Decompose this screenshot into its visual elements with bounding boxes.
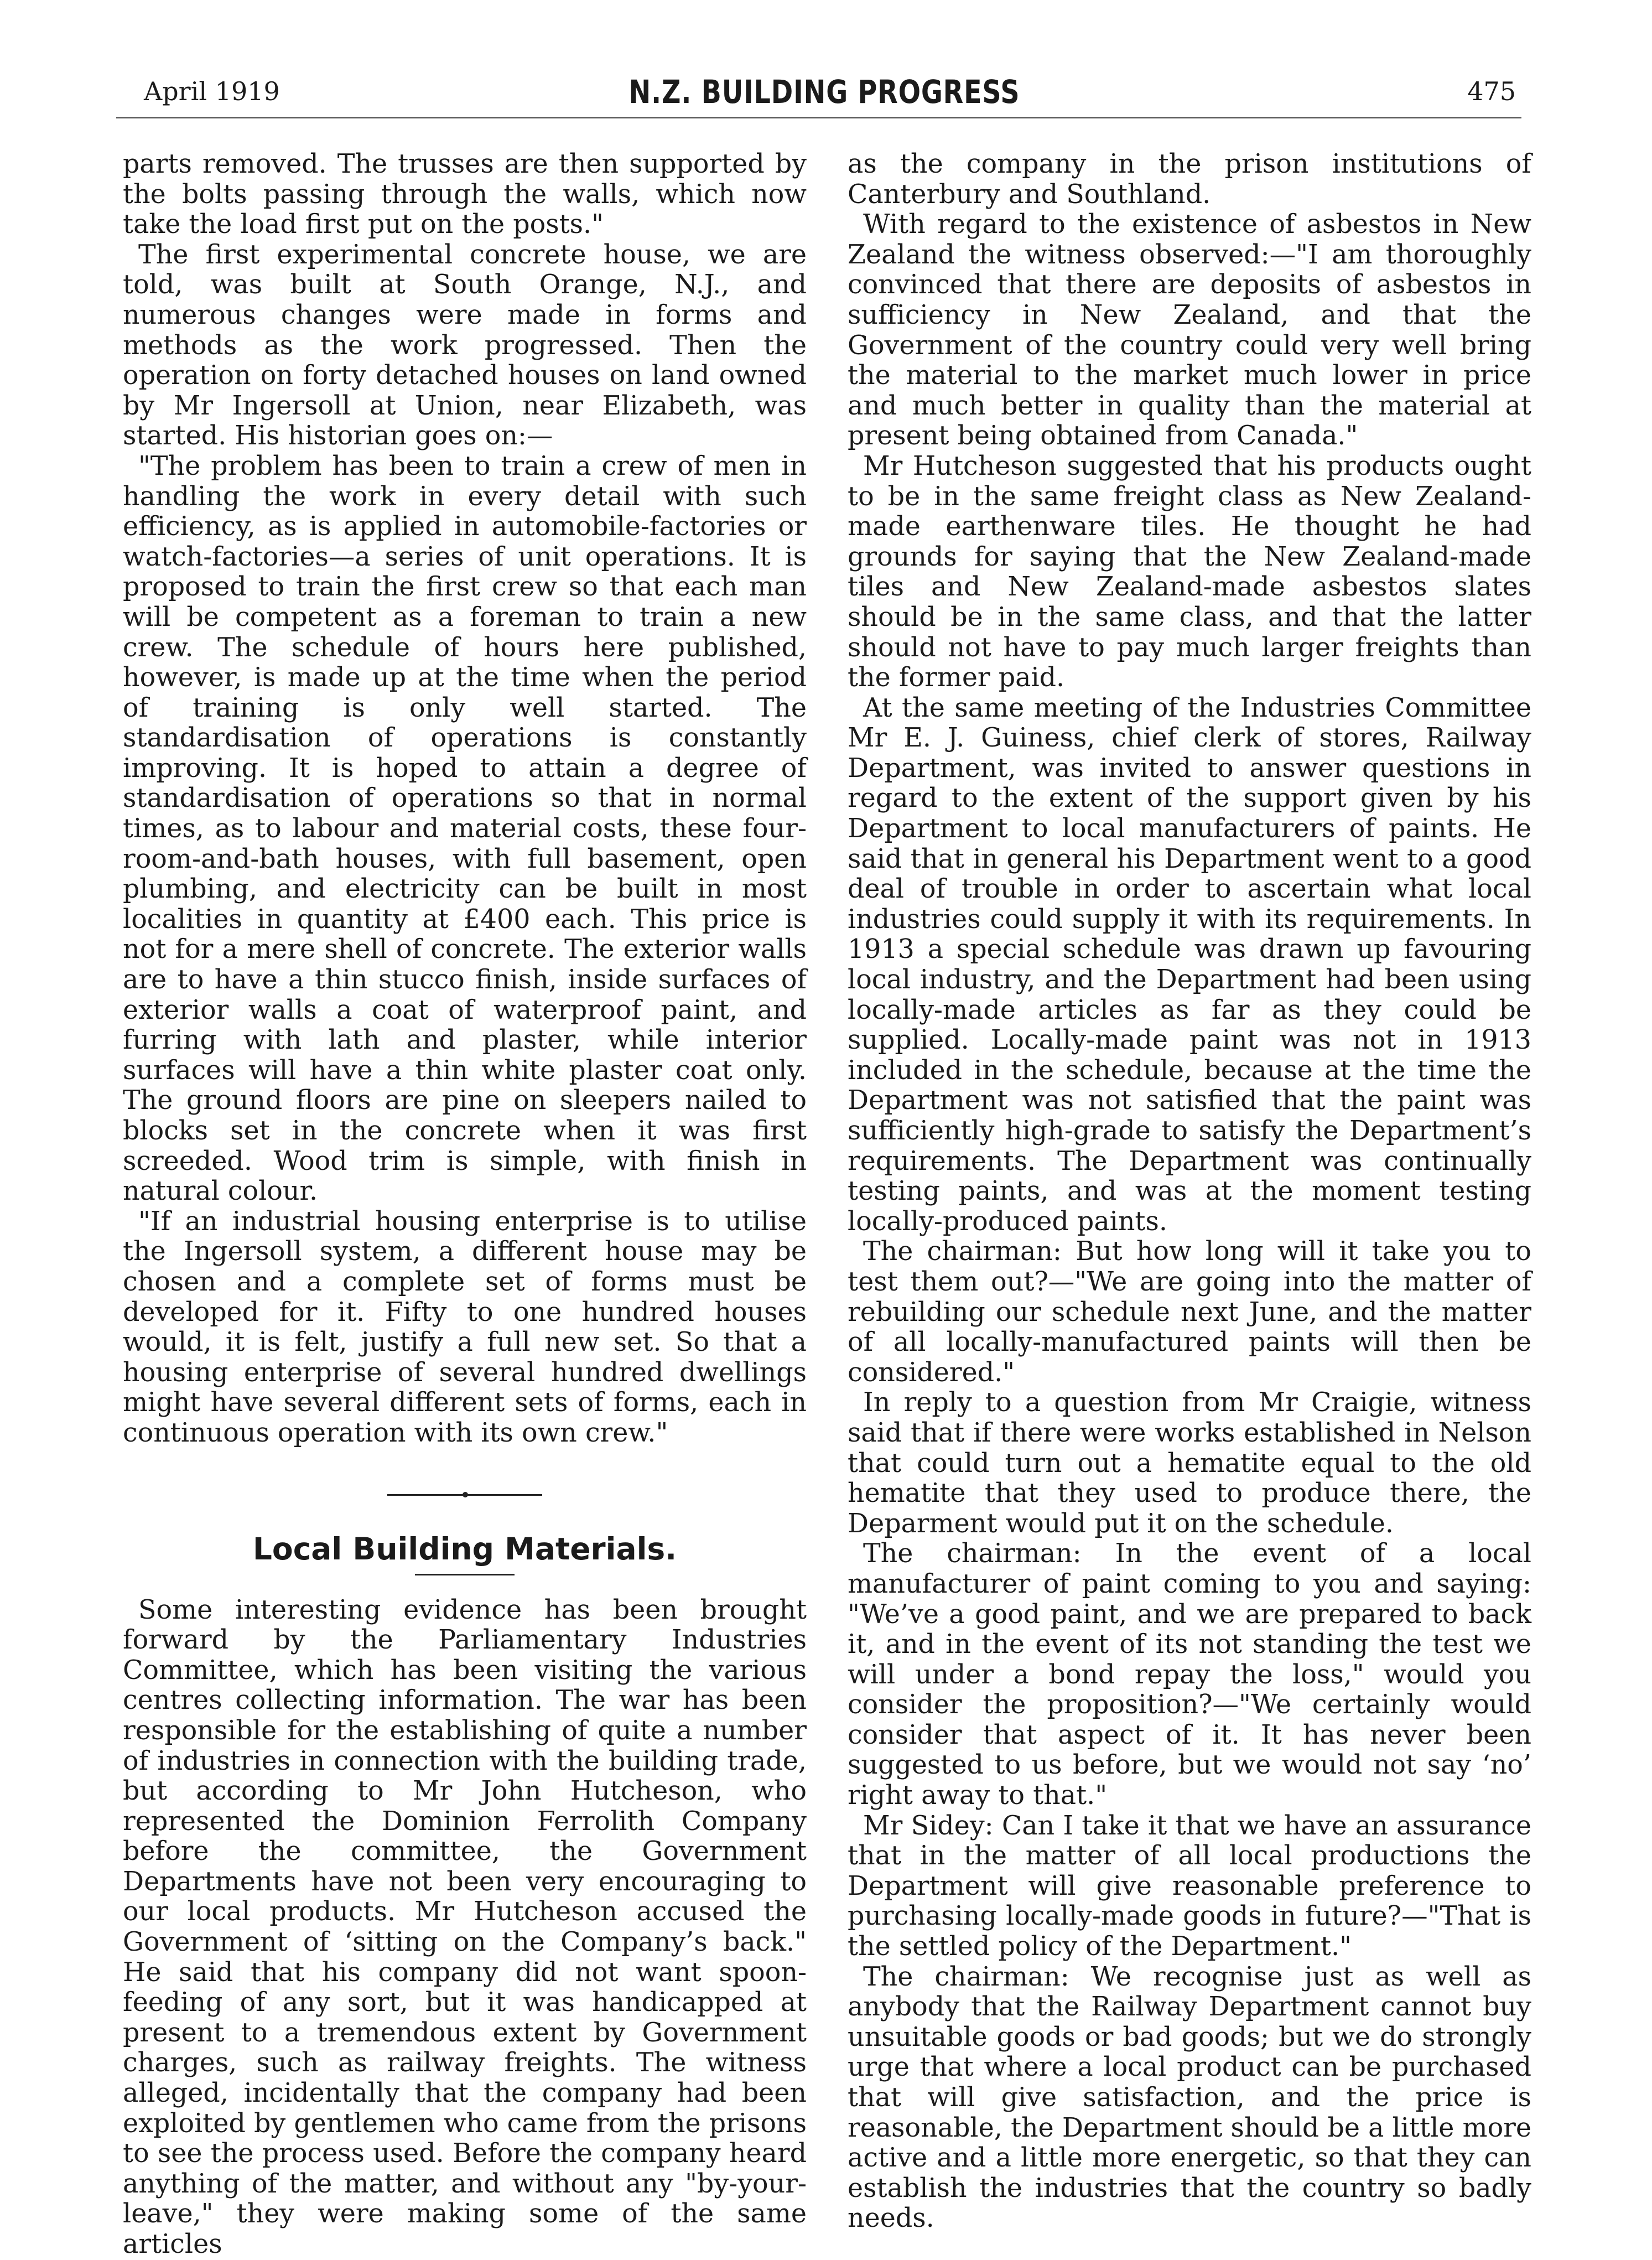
section-title-rule bbox=[415, 1574, 515, 1575]
article-paragraph: Mr Sidey: Can I take it that we have an assurance that in the matter of all local productions the Department will give reasonable preference to purchasing locally-made goods in future?—"That is the settled policy of the Department." bbox=[848, 1810, 1531, 1962]
page-header bbox=[116, 73, 1532, 117]
article-paragraph: Some interesting evidence has been brought forward by the Parliamentary Industries Committee, which has been visiting the various centres collecting information. The war has been responsible for the establishing of quite a number of industries in connection with the building trade, but according to Mr John Hutcheson, who represented the Dominion Ferrolith Company before the committee, the Government Departments have not been very encouraging to our local products. Mr Hutcheson accused the Government of ‘sitting on the Company’s back." He said that his company did not want spoon-feeding of any sort, but it was handicapped at present to a tremendous extent by Government charges, such as railway freights. The witness alleged, incidentally that the company had been exploited by gentlemen who came from the prisons to see the process used. Before the company heard anything of the matter, and without any "by-your-leave," they were making some of the same articles bbox=[123, 1594, 807, 2259]
article-paragraph: parts removed. The trusses are then supported by the bolts passing through the walls, which now take the load first put on the posts." bbox=[123, 149, 807, 240]
divider-dot bbox=[463, 1492, 468, 1497]
article-paragraph: Mr Hutcheson suggested that his products ought to be in the same freight class as New Zealand-made earthenware tiles. He thought he had grounds for saying that the New Zealand-made tiles and New Zealand-made asbestos slates should be in the same class, and that the latter should not have to pay much larger freights than the former paid. bbox=[848, 450, 1531, 693]
article-paragraph: The chairman: In the event of a local manufacturer of paint coming to you and saying: "We’ve a good paint, and we are prepared to back it, and in the event of its not standing the test we will under a bond repay the loss," would you consider the proposition?—"We certainly would consider that aspect of it. It has never been suggested to us before, but we would not say ‘no’ right away to that." bbox=[848, 1538, 1531, 1811]
left-column bbox=[123, 149, 807, 2259]
article-paragraph: "If an industrial housing enterprise is to utilise the Ingersoll system, a different house may be chosen and a complete set of forms must be developed for it. Fifty to one hundred houses would, it is felt, justify a full new set. So that a housing enterprise of several hundred dwellings might have several different sets of forms, each in continuous operation with its own crew." bbox=[123, 1206, 807, 1448]
article-paragraph: The chairman: But how long will it take you to test them out?—"We are going into the matter of rebuilding our schedule next June, and the matter of all locally-manufactured paints will then be considered." bbox=[848, 1236, 1531, 1388]
publication-title: N.Z. BUILDING PROGRESS bbox=[628, 73, 1020, 111]
page-number: 475 bbox=[1467, 76, 1516, 106]
section-divider bbox=[387, 1481, 542, 1509]
article-paragraph: "The problem has been to train a crew of men in handling the work in every detail with such efficiency, as is applied in automobile-factories or watch-factories—a series of unit operations. It is proposed to train the first crew so that each man will be competent as a foreman to train a new crew. The schedule of hours here published, however, is made up at the time when the period of training is only well started. The standardisation of operations is constantly improving. It is hoped to attain a degree of standardisation of operations so that in normal times, as to labour and material costs, these four-room-and-bath houses, with full basement, open plumbing, and electricity can be built in most localities in quantity at £400 each. This price is not for a mere shell of concrete. The exterior walls are to have a thin stucco finish, inside surfaces of exterior walls a coat of waterproof paint, and furring with lath and plaster, while interior surfaces will have a thin white plaster coat only. The ground floors are pine on sleepers nailed to blocks set in the concrete when it was first screeded. Wood trim is simple, with finish in natural colour. bbox=[123, 450, 807, 1207]
issue-date: April 1919 bbox=[144, 76, 280, 106]
article-paragraph: The chairman: We recognise just as well as anybody that the Railway Department cannot buy unsuitable goods or bad goods; but we do strongly urge that where a local product can be purchased that will give satisfaction, and the price is reasonable, the Department should be a little more active and a little more energetic, so that they can establish the industries that the country so badly needs. bbox=[848, 1961, 1531, 2234]
article-paragraph: The first experimental concrete house, we are told, was built at South Orange, N.J., and numerous changes were made in forms and methods as the work progressed. Then the operation on forty detached houses on land owned by Mr Ingersoll at Union, near Elizabeth, was started. His historian goes on:— bbox=[123, 239, 807, 452]
article-paragraph: At the same meeting of the Industries Committee Mr E. J. Guiness, chief clerk of stores, Railway Department, was invited to answer questions in regard to the extent of the support given by his Department to local manufacturers of paints. He said that in general his Department went to a good deal of trouble in order to ascertain what local industries could supply it with its requirements. In 1913 a special schedule was drawn up favouring local industry, and the Department had been using locally-made articles as far as they could be supplied. Locally-made paint was not in 1913 included in the schedule, because at the time the Department was not satisfied that the paint was sufficiently high-grade to satisfy the Department’s requirements. The Department was continually testing paints, and was at the moment testing locally-produced paints. bbox=[848, 692, 1531, 1237]
section-title: Local Building Materials. bbox=[252, 1531, 677, 1567]
article-paragraph: In reply to a question from Mr Craigie, witness said that if there were works established in Nelson that could turn out a hematite equal to the old hematite that they used to produce there, the Deparment would put it on the schedule. bbox=[848, 1387, 1531, 1539]
right-column bbox=[848, 149, 1531, 2234]
header-rule bbox=[116, 117, 1521, 118]
article-paragraph: as the company in the prison institutions of Canterbury and Southland. bbox=[848, 149, 1531, 210]
article-paragraph: With regard to the existence of asbestos in New Zealand the witness observed:—"I am thoroughly convinced that there are deposits of asbestos in sufficiency in New Zealand, and that the Government of the country could very well bring the material to the market much lower in price and much better in quality than the material at present being obtained from Canada." bbox=[848, 209, 1531, 452]
